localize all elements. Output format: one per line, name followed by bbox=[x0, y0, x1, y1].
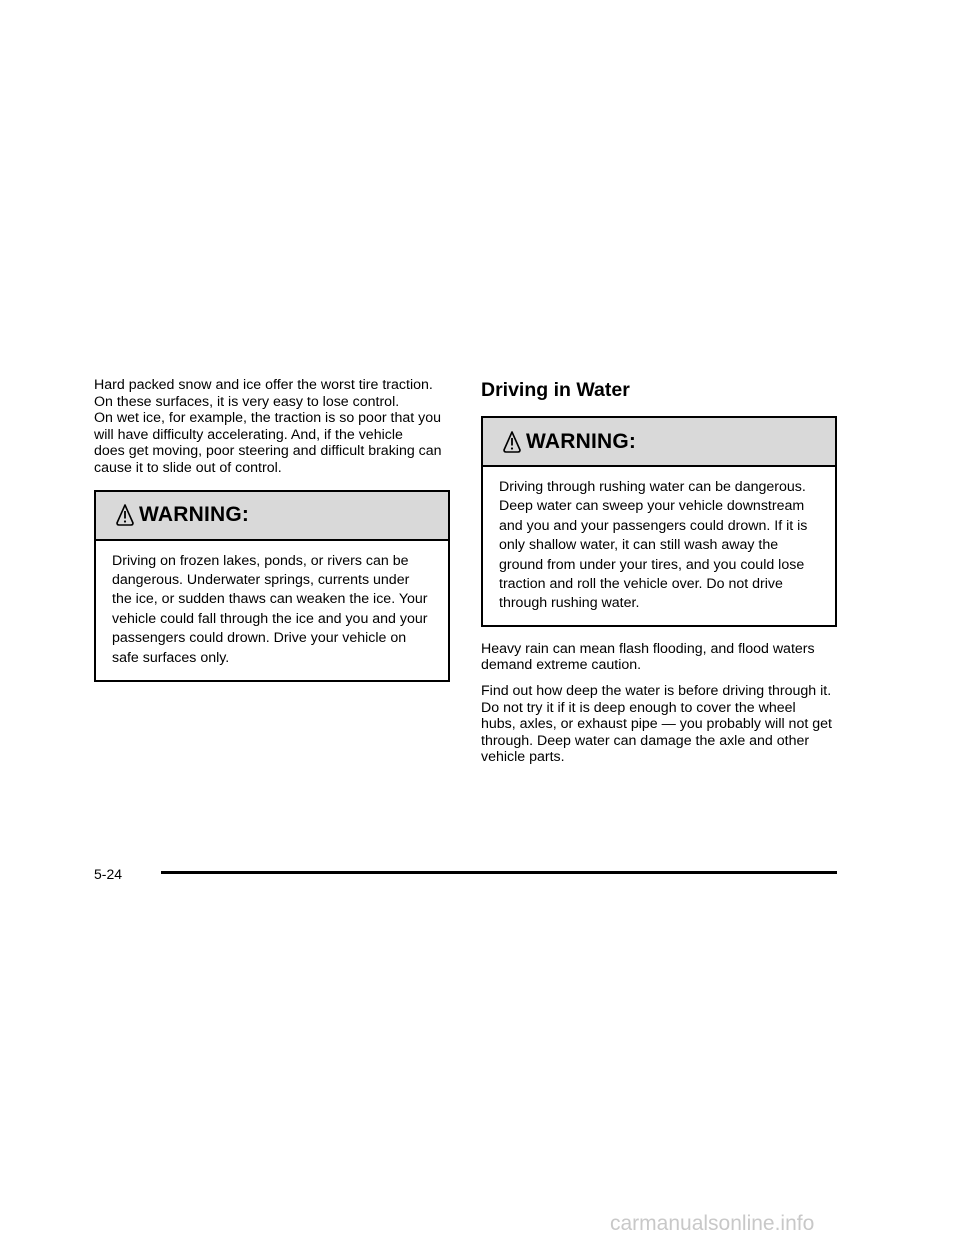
right-column bbox=[481, 377, 837, 766]
warning-header bbox=[96, 492, 448, 541]
intro-line: Hard packed snow and ice offer the worst tire traction. bbox=[94, 377, 433, 393]
warning-body bbox=[96, 541, 448, 680]
warning-header bbox=[483, 418, 835, 467]
para-line: through. Deep water can damage the axle and other bbox=[481, 732, 810, 749]
footer-rule bbox=[161, 871, 837, 874]
warning-line: dangerous. Underwater springs, currents under bbox=[112, 571, 410, 588]
para-line: vehicle parts. bbox=[481, 749, 565, 766]
page-number: 5-24 bbox=[94, 866, 123, 882]
para-line: Do not try it if it is deep enough to cover the wheel bbox=[481, 699, 796, 716]
warning-line: Driving through rushing water can be dangerous. bbox=[499, 479, 806, 495]
para-line: demand extreme caution. bbox=[481, 657, 642, 674]
warning-body bbox=[483, 467, 835, 625]
flooding-paragraph bbox=[481, 641, 837, 674]
warning-box-water bbox=[481, 416, 837, 627]
intro-line: cause it to slide out of control. bbox=[94, 459, 282, 476]
watermark: carmanualsonline.info bbox=[610, 1212, 815, 1235]
warning-line: through rushing water. bbox=[499, 595, 640, 612]
warning-title: WARNING: bbox=[139, 503, 250, 527]
warning-triangle-icon bbox=[501, 430, 523, 454]
warning-line: safe surfaces only. bbox=[112, 649, 230, 666]
warning-line: traction and roll the vehicle over. Do not drive bbox=[499, 576, 783, 593]
left-column bbox=[94, 377, 450, 682]
warning-line: only shallow water, it can still wash away the bbox=[499, 537, 779, 554]
warning-line: the ice, or sudden thaws can weaken the ice. Your bbox=[112, 591, 428, 608]
warning-title: WARNING: bbox=[526, 429, 637, 453]
section-heading: Driving in Water bbox=[481, 379, 630, 401]
warning-line: and you and your passengers could drown. If it is bbox=[499, 517, 808, 534]
warning-line: vehicle could fall through the ice and you and your bbox=[112, 610, 428, 627]
intro-line: On wet ice, for example, the traction is so poor that you bbox=[94, 410, 441, 427]
para-line: Find out how deep the water is before driving through it. bbox=[481, 683, 832, 700]
intro-paragraph bbox=[94, 377, 450, 477]
warning-box-ice bbox=[94, 490, 450, 682]
para-line: Heavy rain can mean flash flooding, and flood waters bbox=[481, 640, 815, 657]
intro-line: On these surfaces, it is very easy to lose control. bbox=[94, 393, 400, 410]
warning-line: passengers could drown. Drive your vehicle on bbox=[112, 630, 407, 647]
warning-triangle-icon bbox=[114, 503, 136, 527]
para-line: hubs, axles, or exhaust pipe — you probably will not get bbox=[481, 716, 832, 733]
water-depth-paragraph bbox=[481, 683, 837, 766]
warning-line: Driving on frozen lakes, ponds, or rivers can be bbox=[112, 552, 409, 569]
intro-line: will have difficulty accelerating. And, if the vehicle bbox=[94, 426, 403, 443]
warning-line: ground from under your tires, and you could lose bbox=[499, 556, 805, 573]
intro-line: does get moving, poor steering and difficult braking can bbox=[94, 443, 442, 460]
warning-line: Deep water can sweep your vehicle downstream bbox=[499, 498, 805, 515]
